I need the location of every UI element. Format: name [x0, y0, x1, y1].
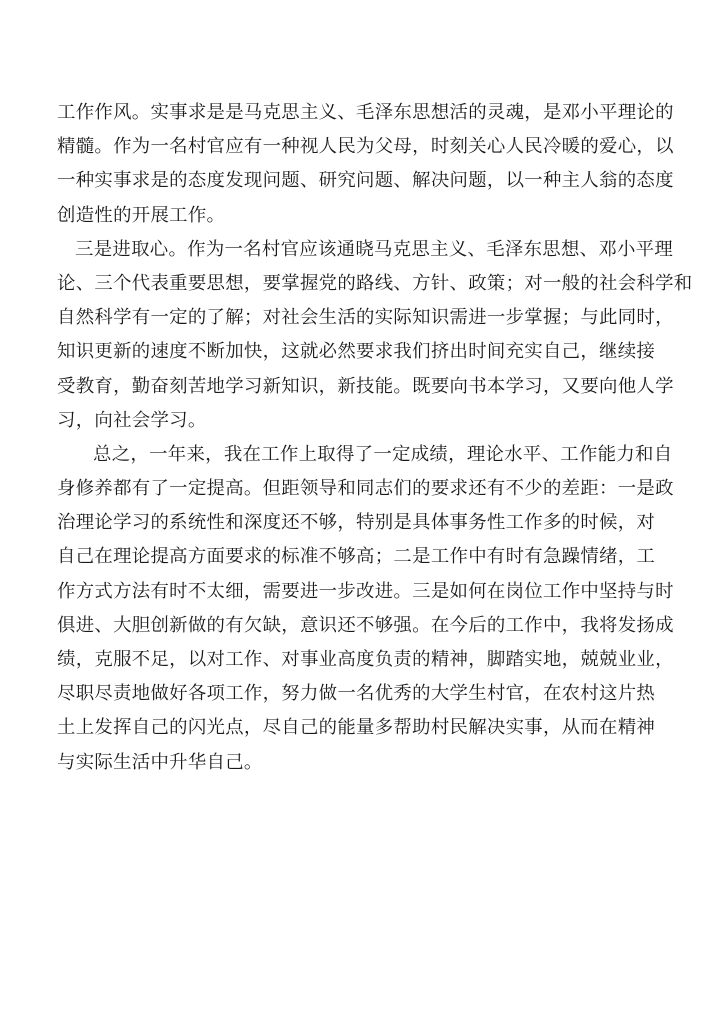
document-body — [57, 96, 693, 780]
text-line: 绩，克服不足，以对工作、对事业高度负责的精神，脚踏实地，兢兢业业， — [57, 649, 674, 670]
text-line: 精髓。作为一名村官应有一种视人民为父母，时刻关心人民冷暖的爱心，以 — [57, 136, 674, 158]
text-line: 三是进取心。作为一名村官应该通晓马克思主义、毛泽东思想、邓小平理 — [75, 238, 674, 260]
paragraph-continuation — [57, 96, 674, 233]
paragraph-progressiveness — [57, 233, 693, 438]
text-line: 自己在理论提高方面要求的标准不够高；二是工作中有时有急躁情绪，工 — [57, 546, 656, 568]
text-line: 总之，一年来，我在工作上取得了一定成绩，理论水平、工作能力和自 — [93, 443, 673, 465]
text-line: 治理论学习的系统性和深度还不够，特别是具体事务性工作多的时候，对 — [57, 512, 656, 534]
text-line: 身修养都有了一定提高。但距领导和同志们的要求还有不少的差距：一是政 — [57, 478, 674, 500]
text-line: 习，向社会学习。 — [57, 409, 207, 431]
text-line: 工作作风。实事求是是马克思主义、毛泽东思想活的灵魂，是邓小平理论的 — [57, 102, 674, 123]
text-line: 自然科学有一定的了解；对社会生活的实际知识需进一步掌握；与此同时， — [57, 307, 674, 329]
text-line: 受教育，勤奋刻苦地学习新知识，新技能。既要向书本学习，又要向他人学 — [57, 375, 674, 397]
paragraph-summary — [57, 438, 674, 780]
text-line: 与实际生活中升华自己。 — [57, 751, 263, 773]
text-line: 知识更新的速度不断加快，这就必然要求我们挤出时间充实自己，继续接 — [57, 341, 656, 363]
text-line: 论、三个代表重要思想，要掌握党的路线、方针、政策；对一般的社会科学和 — [57, 272, 693, 294]
text-line: 创造性的开展工作。 — [57, 204, 226, 226]
text-line: 尽职尽责地做好各项工作，努力做一名优秀的大学生村官，在农村这片热 — [57, 683, 656, 705]
text-line: 作方式方法有时不太细，需要进一步改进。三是如何在岗位工作中坚持与时 — [57, 580, 674, 602]
text-line: 一种实事求是的态度发现问题、研究问题、解决问题，以一种主人翁的态度 — [57, 170, 674, 192]
text-line: 土上发挥自己的闪光点，尽自己的能量多帮助村民解决实事，从而在精神 — [57, 717, 656, 739]
text-line: 俱进、大胆创新做的有欠缺，意识还不够强。在今后的工作中，我将发扬成 — [57, 614, 674, 636]
